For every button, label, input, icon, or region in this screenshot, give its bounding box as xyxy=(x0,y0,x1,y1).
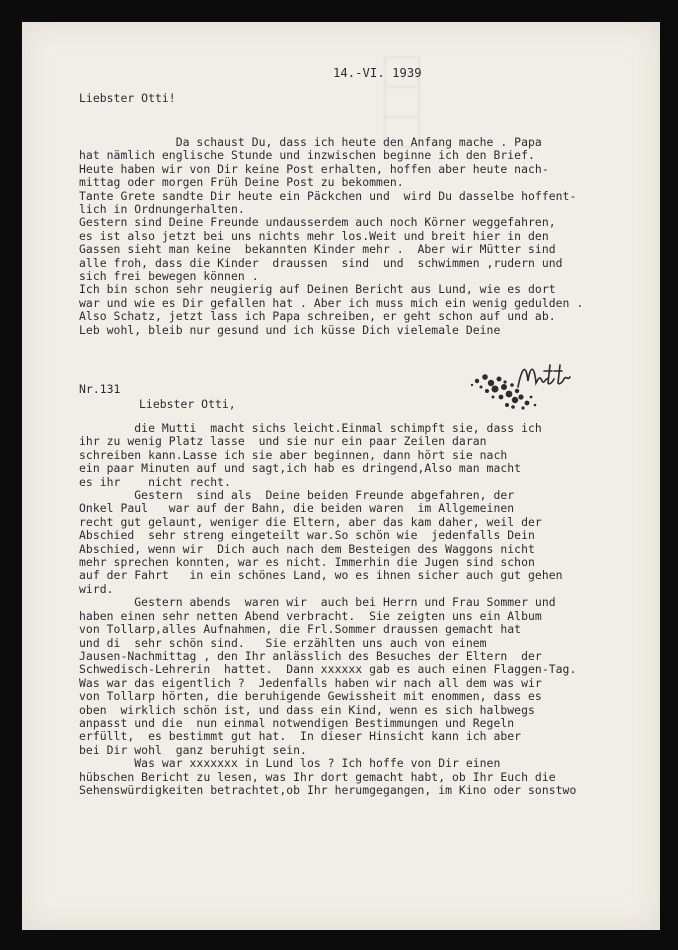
letter2-line: bei Dir wohl ganz beruhigt sein. xyxy=(79,742,307,757)
letter1-line: hat nämlich englische Stunde und inzwischen beginne ich den Brief. xyxy=(79,148,535,163)
letter2-line: Gestern abends waren wir auch bei Herrn und Frau Sommer und xyxy=(79,595,556,610)
letter2-line: Schwedisch-Lehrerin hattet. Dann xxxxxx gab es auch einen Flaggen-Tag. xyxy=(79,662,577,677)
letter2-line: Abschied sehr streng eingeteilt war.So schön wie jedenfalls Dein xyxy=(79,528,535,543)
letter2-line: hübschen Bericht zu lesen, was Ihr dort gemacht habt, ob Ihr Euch die xyxy=(79,769,556,784)
letter2-line: anpasst und die nun einmal notwendigen Bestimmungen und Regeln xyxy=(79,715,515,730)
letter1-line: mittag oder morgen Früh Deine Post zu bekommen. xyxy=(79,175,404,190)
letter1-line: Gassen sieht man keine bekannten Kinder mehr . Aber wir Mütter sind xyxy=(79,242,556,257)
letter2-line: auf der Fahrt in ein schönes Land, wo es ihnen sicher auch gut gehen xyxy=(79,568,563,583)
letter1-line: Also Schatz, jetzt lass ich Papa schreiben, er geht schon auf und ab. xyxy=(79,309,556,324)
letter2-line: oben wirklich schön ist, und dass ein Kind, wenn es sich halbwegs xyxy=(79,702,535,717)
letter1-body xyxy=(79,136,583,337)
letter2-line: von Tollarp hörten, die beruhigende Gewissheit mit enommen, dass es xyxy=(79,689,542,704)
letter2-line: Sehenswürdigkeiten betrachtet,ob Ihr herumgegangen, im Kino oder sonstwo xyxy=(79,782,577,797)
letter2-line: schreiben kann.Lasse ich sie aber beginnen, dann hört sie nach xyxy=(79,447,508,462)
letter-page xyxy=(22,22,660,930)
letter2-body xyxy=(79,422,576,797)
letter2-line: und di sehr schön sind. Sie erzählten uns auch von einem xyxy=(79,635,487,650)
letter1-line: Gestern sind Deine Freunde undausserdem auch noch Körner weggefahren, xyxy=(79,215,556,230)
letter2-line: erfüllt, es bestimmt gut hat. In dieser Hinsicht kann ich aber xyxy=(79,729,522,744)
letter1-greeting: Liebster Otti! xyxy=(79,91,176,105)
letter2-line: es ihr nicht recht. xyxy=(79,474,231,489)
letter2-line: wird. xyxy=(79,581,114,596)
letter2-line: mehr sprechen konnten, war es nicht. Immerhin die Jugen sind schon xyxy=(79,555,535,570)
letter2-line: von Tollarp,alles Aufnahmen, die Frl.Sommer draussen gemacht hat xyxy=(79,622,522,637)
letter2-line: Was war xxxxxxx in Lund los ? Ich hoffe von Dir einen xyxy=(79,756,501,771)
letter1-line: Heute haben wir von Dir keine Post erhalten, hoffen aber heute nach- xyxy=(79,161,549,176)
letter2-line: Onkel Paul war auf der Bahn, die beiden waren im Allgemeinen xyxy=(79,501,515,516)
letter1-line: Tante Grete sandte Dir heute ein Päckchen und wird Du dasselbe hoffent- xyxy=(79,188,577,203)
letter1-line: Da schaust Du, dass ich heute den Anfang mache . Papa xyxy=(79,135,542,149)
letter2-line: recht gut gelaunt, weniger die Eltern, aber das kam daher, weil der xyxy=(79,514,542,529)
letter2-line: Gestern sind als Deine beiden Freunde abgefahren, der xyxy=(79,488,515,503)
letter1-line: Leb wohl, bleib nur gesund und ich küsse Dich vielemale Deine xyxy=(79,322,501,337)
letter2-line: haben einen sehr netten Abend verbracht. Sie zeigten uns ein Album xyxy=(79,608,542,623)
letter2-line: Abschied, wenn wir Dich auch nach dem Besteigen des Waggons nicht xyxy=(79,541,535,556)
letter1-line: es ist also jetzt bei uns nichts mehr los.Weit und breit hier in den xyxy=(79,228,549,243)
letter2-line: ihr zu wenig Platz lasse und sie nur ein paar Zeilen daran xyxy=(79,434,487,449)
letter1-line: lich in Ordnungerhalten. xyxy=(79,202,245,217)
letter1-line: alle froh, dass die Kinder draussen sind und schwimmen ,rudern und xyxy=(79,255,563,270)
letter2-line: ein paar Minuten auf und sagt,ich hab es dringend,Also man macht xyxy=(79,461,522,476)
letter2-greeting: Liebster Otti, xyxy=(139,397,236,411)
letter2-line: Was war das eigentlich ? Jedenfalls haben wir nach all dem was wir xyxy=(79,675,542,690)
letter1-line: war und wie es Dir gefallen hat . Aber ich muss mich ein wenig gedulden . xyxy=(79,295,584,310)
letter2-line: Jausen-Nachmittag , den Ihr anlässlich des Besuches der Eltern der xyxy=(79,648,542,663)
letter-date: 14.-VI. 1939 xyxy=(333,66,422,80)
letter1-line: Ich bin schon sehr neugierig auf Deinen Bericht aus Lund, wie es dort xyxy=(79,282,556,297)
letter2-line: die Mutti macht sichs leicht.Einmal schimpft sie, dass ich xyxy=(79,421,542,435)
handwritten-signature-mutti xyxy=(514,357,574,397)
letter1-line: sich frei bewegen können . xyxy=(79,269,259,284)
letter2-number: Nr.131 xyxy=(79,382,121,396)
